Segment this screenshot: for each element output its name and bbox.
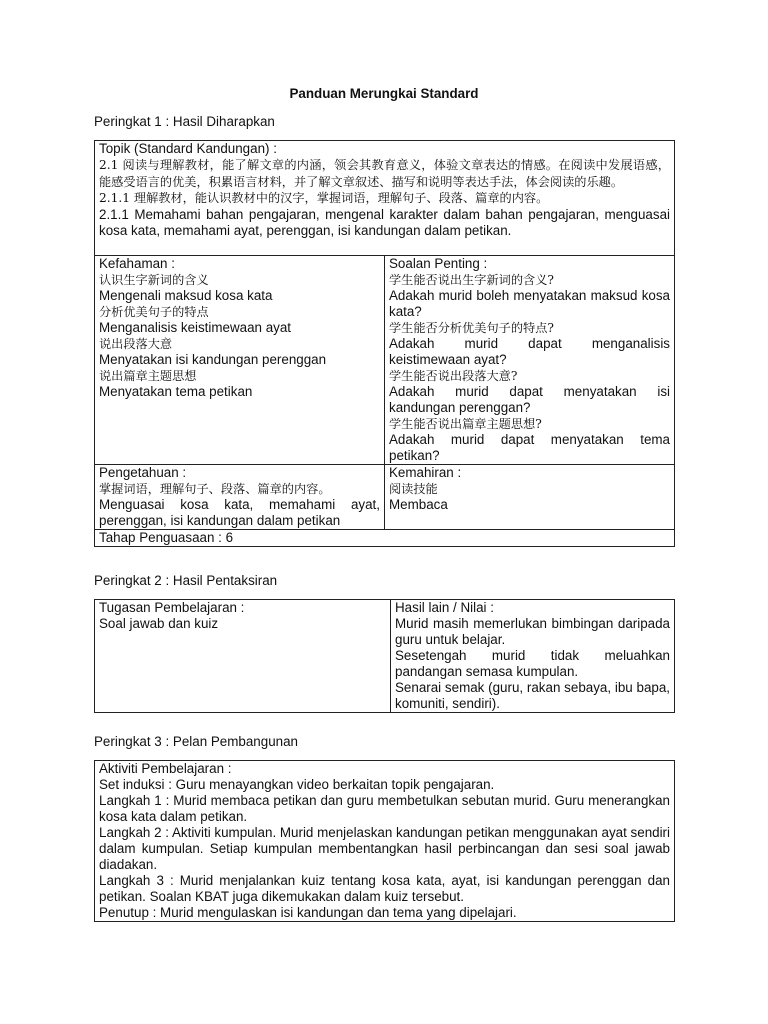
soalan-penting-cell [385, 256, 675, 465]
aktiviti-heading: Aktiviti Pembelajaran : [99, 761, 232, 776]
peringkat-3-label: Peringkat 3 : Pelan Pembangunan [94, 734, 298, 749]
tahap-row [95, 530, 675, 547]
soalan-item-ms: Adakah murid dapat menganalisis keistimewaan ayat? [389, 336, 670, 367]
kefahaman-cell [95, 256, 385, 465]
kemahiran-cell [385, 465, 675, 530]
topik-ms-substandard: 2.1.1 Memahami bahan pengajaran, mengenal karakter dalam bahan pengajaran, menguasai kosa kata, memahami ayat, perenggan, isi kandungan dalam petikan. [99, 206, 670, 238]
tugasan-heading: Tugasan Pembelajaran : [99, 600, 245, 615]
peringkat-1-label: Peringkat 1 : Hasil Diharapkan [94, 114, 275, 129]
topik-heading: Topik (Standard Kandungan) : [99, 141, 277, 156]
soalan-item-ms: Adakah murid dapat menyatakan isi kandungan perenggan? [389, 384, 670, 415]
topik-zh-substandard: 2.1.1 理解教材，能认识教材中的汉字，掌握词语，理解句子、段落、篇章的内容。 [99, 191, 549, 205]
kefahaman-item-ms: Mengenali maksud kosa kata [99, 288, 273, 303]
langkah-2: Langkah 2 : Aktiviti kumpulan. Murid menjelaskan kandungan petikan menggunakan ayat sendiri dalam kumpulan. Setiap kumpulan membentangkan hasil perbincangan dan sesi soal jawab diadakan. [99, 825, 670, 872]
peringkat-1-table [94, 140, 675, 547]
set-induksi: Set induksi : Guru menayangkan video berkaitan topik pengajaran. [99, 777, 495, 792]
topik-row [95, 141, 675, 256]
kemahiran-heading: Kemahiran : [389, 465, 462, 480]
kefahaman-item-ms: Menyatakan tema petikan [99, 384, 253, 399]
topik-zh-standard: 2.1 阅读与理解教材，能了解文章的内涵，领会其教育意义，体验文章表达的情感。在阅读中发展语感，能感受语言的优美，积累语言材料，并了解文章叙述、描写和说明等表达手法，体会阅读的乐趣。 [99, 158, 670, 189]
aktiviti-cell [95, 761, 675, 922]
kefahaman-item-zh: 说出段落大意 [99, 337, 173, 351]
pengetahuan-zh: 掌握词语，理解句子、段落、篇章的内容。 [99, 482, 331, 496]
aktiviti-row [95, 761, 675, 922]
hasil-lain-cell [391, 600, 675, 713]
soalan-penting-heading: Soalan Penting : [389, 256, 488, 271]
hasil-lain-heading: Hasil lain / Nilai : [395, 600, 494, 615]
soalan-item-ms: Adakah murid dapat menyatakan tema petikan? [389, 432, 670, 463]
topik-cell [95, 141, 675, 256]
pengetahuan-cell [95, 465, 385, 530]
soalan-item-zh: 学生能否说出段落大意? [389, 369, 518, 383]
document-title: Panduan Merungkai Standard [289, 86, 479, 101]
soalan-item-zh: 学生能否说出生字新词的含义? [389, 273, 554, 287]
soalan-item-ms: Adakah murid boleh menyatakan maksud kosa kata? [389, 288, 670, 319]
tahap-penguasaan: Tahap Penguasaan : 6 [95, 530, 675, 547]
peringkat-2-label: Peringkat 2 : Hasil Pentaksiran [94, 573, 278, 588]
pengetahuan-ms: Menguasai kosa kata, memahami ayat, perenggan, isi kandungan dalam petikan [99, 497, 380, 528]
kefahaman-soalan-row [95, 256, 675, 465]
penutup: Penutup : Murid mengulaskan isi kandungan dan tema yang dipelajari. [99, 905, 517, 920]
soalan-item-zh: 学生能否分析优美句子的特点? [389, 321, 554, 335]
pengetahuan-heading: Pengetahuan : [99, 465, 187, 480]
kefahaman-item-ms: Menganalisis keistimewaan ayat [99, 320, 292, 335]
kemahiran-ms: Membaca [389, 497, 448, 512]
langkah-1: Langkah 1 : Murid membaca petikan dan guru membetulkan sebutan murid. Guru menerangkan kosa kata dalam petikan. [99, 793, 670, 824]
hasil-lain-item: Murid masih memerlukan bimbingan daripada guru untuk belajar. [395, 616, 670, 647]
peringkat-3-table [94, 760, 675, 922]
langkah-3: Langkah 3 : Murid menjalankan kuiz tentang kosa kata, ayat, isi kandungan perenggan dan petikan. Soalan KBAT juga dikemukakan dalam kuiz tersebut. [99, 873, 670, 904]
kefahaman-item-ms: Menyatakan isi kandungan perenggan [99, 352, 327, 367]
pengetahuan-kemahiran-row [95, 465, 675, 530]
peringkat-2-table [94, 599, 675, 713]
hasil-lain-item: Sesetengah murid tidak meluahkan pandangan semasa kumpulan. [395, 648, 670, 679]
tugasan-hasil-row [95, 600, 675, 713]
tugasan-cell [95, 600, 391, 713]
soalan-item-zh: 学生能否说出篇章主题思想? [389, 417, 542, 431]
tugasan-value: Soal jawab dan kuiz [99, 616, 219, 631]
kefahaman-item-zh: 分析优美句子的特点 [99, 305, 209, 319]
kefahaman-heading: Kefahaman : [99, 256, 175, 271]
kemahiran-zh: 阅读技能 [389, 482, 438, 496]
kefahaman-item-zh: 认识生字新词的含义 [99, 273, 209, 287]
kefahaman-item-zh: 说出篇章主题思想 [99, 369, 197, 383]
hasil-lain-item: Senarai semak (guru, rakan sebaya, ibu bapa, komuniti, sendiri). [395, 680, 670, 711]
